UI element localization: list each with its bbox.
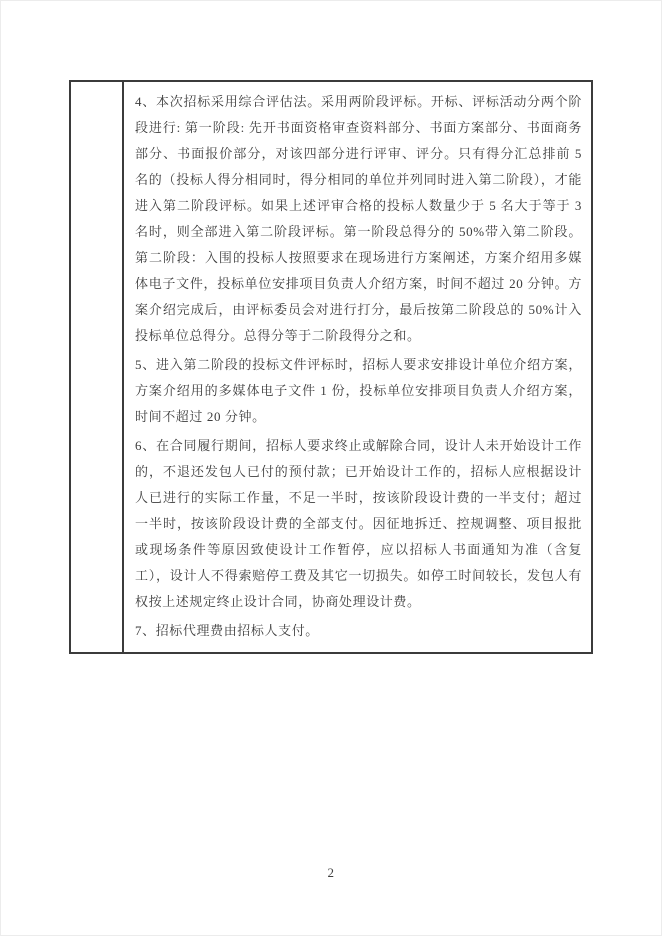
table-content-cell xyxy=(124,82,591,652)
table-label-cell xyxy=(71,82,124,652)
page-footer xyxy=(1,864,661,882)
contract-terms-table xyxy=(69,80,593,654)
page-number: 2 xyxy=(327,865,335,880)
clause-paragraph-5: 5、进入第二阶段的投标文件评标时，招标人要求安排设计单位介绍方案，方案介绍用的多媒体电子文件 1 份，投标单位安排项目负责人介绍方案，时间不超过 20 分钟。 xyxy=(135,357,582,424)
clause-paragraph-7: 7、招标代理费由招标人支付。 xyxy=(135,623,319,638)
clause-paragraph-6: 6、在合同履行期间，招标人要求终止或解除合同，设计人未开始设计工作的，不退还发包人已付的预付款；已开始设计工作的，招标人应根据设计人已进行的实际工作量，不足一半时，按该阶段设计费的一半支付；超过一半时，按该阶段设计费的全部支付。因征地拆迁、控规调整、项目报批或现场条件等原因致使设计工作暂停，应以招标人书面通知为准（含复工），设计人不得索赔停工费及其它一切损失。如停工时间较长，发包人有权按上述规定终止设计合同，协商处理设计费。 xyxy=(135,438,582,609)
clause-paragraph-4: 4、本次招标采用综合评估法。采用两阶段评标。开标、评标活动分两个阶段进行: 第一阶段: 先开书面资格审查资料部分、书面方案部分、书面商务部分、书面报价部分，对该四部分进行评审、评分。只有得分汇总排前 5 名的（投标人得分相同时，得分相同的单位并列同时进入第二阶段），才能进入第二阶段评标。如果上述评审合格的投标人数量少于 5 名大于等于 3 名时，则全部进入第二阶段评标。第一阶段总得分的 50%带入第二阶段。第二阶段：入围的投标人按照要求在现场进行方案阐述，方案介绍用多媒体电子文件，投标单位安排项目负责人介绍方案，时间不超过 20 分钟。方案介绍完成后，由评标委员会对进行打分，最后按第二阶段总的 50%计入投标单位总得分。总得分等于二阶段得分之和。 xyxy=(135,94,582,343)
